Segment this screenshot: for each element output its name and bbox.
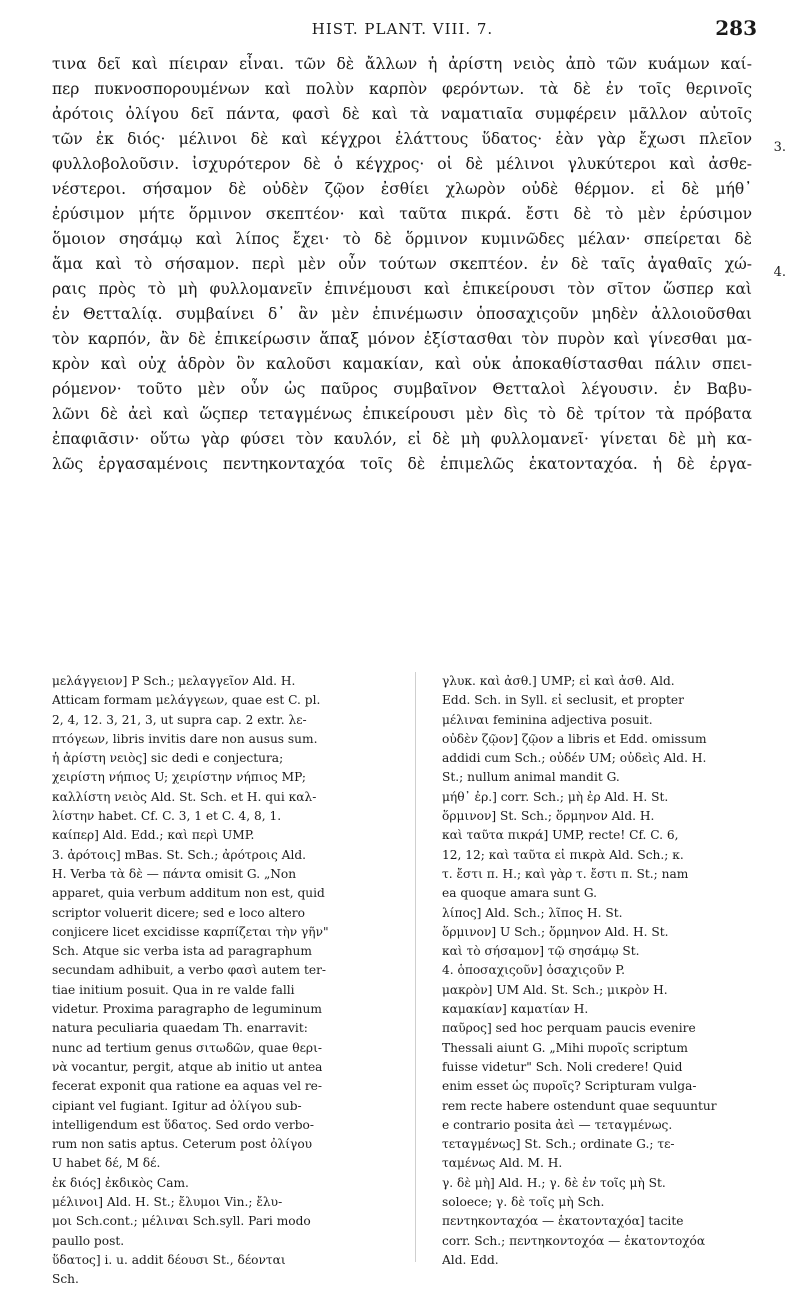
note-line: μήθ᾽ ἐρ.] corr. Sch.; μὴ ἐρ Ald. H. St.	[442, 789, 669, 804]
note-line: Thessali aiunt G. „Mihi πυροῖς scriptum	[442, 1040, 688, 1055]
page-header	[40, 14, 765, 48]
text-line: ἀρότοις ὀλίγου δεῖ πάντα, φασὶ δὲ καὶ τὰ ναματιαῖα συμφέρειν μᾶλλον αὐτοῖς	[52, 105, 752, 123]
note-line: καλλίστη νειὸς Ald. St. Sch. et H. qui καλ-	[52, 789, 317, 804]
note-line: Ald. Edd.	[442, 1252, 499, 1267]
note-line: tiae initium posuit. Qua in re valde falli	[52, 982, 295, 997]
note-line: 4. ὁποσαχιςοῦν] ὁσαχιςοῦν P.	[442, 963, 626, 978]
note-line: 2, 4, 12. 3, 21, 3, ut supra cap. 2 extr. λε-	[52, 712, 307, 727]
note-line: cipiant vel fugiant. Igitur ad ὀλίγου sub-	[52, 1098, 302, 1113]
note-line: H. Verba τὰ δὲ — πάντα omisit G. „Non	[52, 866, 297, 881]
note-line: νὰ vocantur, pergit, atque ab initio ut antea	[52, 1059, 323, 1074]
note-line: Atticam formam μελάγγεων, quae est C. pl.	[52, 693, 321, 708]
note-line: conjicere licet excidisse καρπίζεται τὴν γῆν"	[52, 924, 329, 939]
note-line: apparet, quia verbum additum non est, quid	[52, 886, 325, 901]
note-line: καὶ ταῦτα πικρά] UMP, recte! Cf. C. 6,	[442, 828, 679, 843]
text-line: ἐρύσιμον μήτε ὅρμινον σκεπτέον· καὶ ταῦτα πικρά. ἔστι δὲ τὸ μὲν ἐρύσιμον	[52, 205, 752, 223]
running-head: HIST. PLANT. VIII. 7.	[311, 20, 494, 38]
apparatus-right-column	[442, 672, 780, 1270]
note-line: τεταγμένως] St. Sch.; ordinate G.; τε-	[442, 1137, 675, 1152]
note-line: ταμένως Ald. M. H.	[442, 1156, 563, 1171]
note-line: ἐκ διός] ἐκδικὸς Cam.	[52, 1175, 189, 1190]
note-line: nunc ad tertium genus σιτωδῶν, quae θερι-	[52, 1040, 322, 1055]
text-line: λῶς ἐργασαμένοις πεντηκονταχόα τοῖς δὲ ἐπιμελῶς ἑκατονταχόα. ἡ δὲ ἐργα-	[52, 455, 752, 473]
note-line: U habet δέ, M δέ.	[52, 1156, 161, 1171]
note-line: 3. ἀρότοις] mBas. St. Sch.; ἀρότροις Ald.	[52, 847, 307, 862]
note-line: λίπος] Ald. Sch.; λῖπος H. St.	[442, 905, 623, 920]
note-line: St.; nullum animal mandit G.	[442, 770, 620, 785]
note-line: ὅρμινον] U Sch.; ὅρμηνον Ald. H. St.	[442, 924, 669, 939]
note-line: οὐδὲν ζῷον] ζῷον a libris et Edd. omissum	[442, 731, 707, 746]
page-number: 283	[715, 16, 757, 40]
text-line: φυλλοβολοῦσιν. ἰσχυρότερον δὲ ὁ κέγχρος· οἱ δὲ μέλινοι γλυκύτεροι καὶ ἀσθε-	[52, 155, 752, 173]
note-line: μέλιναι feminina adjectiva posuit.	[442, 712, 653, 727]
text-line: νέστεροι. σήσαμον δὲ οὐδὲν ζῷον ἐσθίει χλωρὸν οὐδὲ θέρμον. εἰ δὲ μήθ᾽	[52, 180, 752, 198]
text-line: τῶν ἐκ διός· μέλινοι δὲ καὶ κέγχροι ἐλάττους ὕδατος· ἐὰν γὰρ ἔχωσι πλεῖον	[52, 130, 752, 148]
note-line: Sch.	[52, 1272, 79, 1287]
note-line: μελάγγειον] P Sch.; μελαγγεῖον Ald. H.	[52, 674, 296, 688]
text-line: ἅμα καὶ τὸ σήσαμον. περὶ μὲν οὖν τούτων σκεπτέον. ἐν δὲ ταῖς ἀγαθαῖς χώ-	[52, 255, 752, 273]
column-divider	[415, 672, 416, 1262]
margin-section-number: 4.	[773, 265, 786, 280]
text-line: ραις πρὸς τὸ μὴ φυλλομανεῖν ἐπινέμουσι καὶ ἐπικείρουσι τὸν σῖτον ὥσπερ καὶ	[52, 280, 752, 298]
note-line: natura peculiaria quaedam Th. enarravit:	[52, 1021, 308, 1036]
note-line: ἡ ἀρίστη νειὸς] sic dedi e conjectura;	[52, 751, 284, 766]
note-line: πτόγεων, libris invitis dare non ausus sum.	[52, 731, 318, 746]
note-line: corr. Sch.; πεντηκοντοχόα — ἑκατοντοχόα	[442, 1233, 706, 1248]
apparatus-left-column	[52, 672, 392, 1290]
note-line: ὅρμινον] St. Sch.; ὅρμηνον Ald. H.	[442, 809, 655, 824]
note-line: μέλινοι] Ald. H. St.; ἔλυμοι Vin.; ἔλυ-	[52, 1195, 283, 1210]
text-line: ὅμοιον σησάμῳ καὶ λίπος ἔχει· τὸ δὲ ὅρμινον κυμινῶδες μέλαν· σπείρεται δὲ	[52, 230, 752, 248]
note-line: χειρίστη νήπιος U; χειρίστην νήπιος MP;	[52, 770, 306, 785]
text-line: τὸν καρπόν, ἂν δὲ ἐπικείρωσιν ἅπαξ μόνον ἐξίστασθαι τὸν πυρὸν καὶ γίνεσθαι μα-	[52, 330, 752, 348]
note-line: παῦρος] sed hoc perquam paucis evenire	[442, 1021, 696, 1036]
note-line: 12, 12; καὶ ταῦτα εἰ πικρὰ Ald. Sch.; κ.	[442, 847, 684, 862]
note-line: Sch. Atque sic verba ista ad paragraphum	[52, 944, 312, 959]
note-line: fecerat exponit qua ratione ea aquas vel re-	[52, 1079, 323, 1094]
note-line: γλυκ. καὶ ἀσθ.] UMP; εἰ καὶ ἀσθ. Ald.	[442, 674, 675, 688]
note-line: τ. ἔστι π. H.; καὶ γὰρ τ. ἔστι π. St.; nam	[442, 866, 689, 881]
note-line: καμακίαν] καματίαν H.	[442, 1002, 589, 1017]
note-line: secundam adhibuit, a verbo φασὶ autem ter-	[52, 963, 327, 978]
text-line: λῶνι δὲ ἀεὶ καὶ ὥςπερ τεταγμένως ἐπικείρουσι μὲν δὶς τὸ δὲ τρίτον τὰ πρόβατα	[52, 405, 752, 423]
note-line: fuisse videtur" Sch. Noli credere! Quid	[442, 1059, 683, 1074]
note-line: ὕδατος] i. u. addit δέουσι St., δέονται	[52, 1252, 286, 1267]
text-line: ἐν Θετταλίᾳ. συμβαίνει δ᾽ ἂν μὲν ἐπινέμωσιν ὁποσαχιςοῦν μηδὲν ἀλλοιοῦσθαι	[52, 305, 752, 323]
note-line: intelligendum est ὕδατος. Sed ordo verbo-	[52, 1117, 314, 1132]
note-line: γ. δὲ μὴ] Ald. H.; γ. δὲ ἐν τοῖς μὴ St.	[442, 1175, 666, 1190]
note-line: videtur. Proxima paragrapho de leguminum	[52, 1002, 322, 1017]
note-line: enim esset ὡς πυροῖς? Scripturam vulga-	[442, 1079, 697, 1094]
note-line: paullo post.	[52, 1233, 125, 1248]
text-line: κρὸν καὶ οὐχ ἁδρὸν ὃν καλοῦσι καμακίαν, καὶ οὐκ ἀποκαθίστασθαι πάλιν σπει-	[52, 355, 752, 373]
note-line: μακρὸν] UM Ald. St. Sch.; μικρὸν H.	[442, 982, 668, 997]
text-line: ἐπαφιᾶσιν· οὕτω γὰρ φύσει τὸν καυλόν, εἰ δὲ μὴ φυλλομανεῖ· γίνεται δὲ μὴ κα-	[52, 430, 752, 448]
note-line: rum non satis aptus. Ceterum post ὀλίγου	[52, 1137, 313, 1152]
note-line: μοι Sch.cont.; μέλιναι Sch.syll. Pari modo	[52, 1214, 311, 1229]
note-line: καίπερ] Ald. Edd.; καὶ περὶ UMP.	[52, 828, 255, 843]
note-line: soloece; γ. δὲ τοῖς μὴ Sch.	[442, 1195, 605, 1210]
note-line: addidi cum Sch.; οὐδέν UM; οὐδεὶς Ald. H.	[442, 751, 707, 766]
note-line: καὶ τὸ σήσαμον] τῷ σησάμῳ St.	[442, 944, 640, 959]
text-line: τινα δεῖ καὶ πίειραν εἶναι. τῶν δὲ ἄλλων ἡ ἀρίστη νειὸς ἀπὸ τῶν κυάμων καί-	[52, 55, 752, 73]
note-line: scriptor voluerit dicere; sed e loco altero	[52, 905, 305, 920]
margin-section-number: 3.	[773, 140, 786, 155]
note-line: rem recte habere ostendunt quae sequuntur	[442, 1098, 717, 1113]
note-line: πεντηκονταχόα — ἑκατονταχόα] tacite	[442, 1214, 684, 1229]
text-line: ρόμενον· τοῦτο μὲν οὖν ὡς παῦρος συμβαῖνον Θετταλοὶ λέγουσιν. ἐν Βαβυ-	[52, 380, 752, 398]
note-line: ea quoque amara sunt G.	[442, 886, 598, 901]
note-line: Edd. Sch. in Syll. εἰ seclusit, et propter	[442, 693, 684, 708]
text-line: περ πυκνοσπορουμένων καὶ πολὺν καρπὸν φερόντων. τὰ δὲ ἐν τοῖς θερινοῖς	[52, 80, 752, 98]
note-line: λίστην habet. Cf. C. 3, 1 et C. 4, 8, 1.	[52, 809, 282, 824]
note-line: e contrario posita ἀεὶ — τεταγμένως.	[442, 1117, 673, 1132]
greek-text-block	[52, 52, 752, 477]
